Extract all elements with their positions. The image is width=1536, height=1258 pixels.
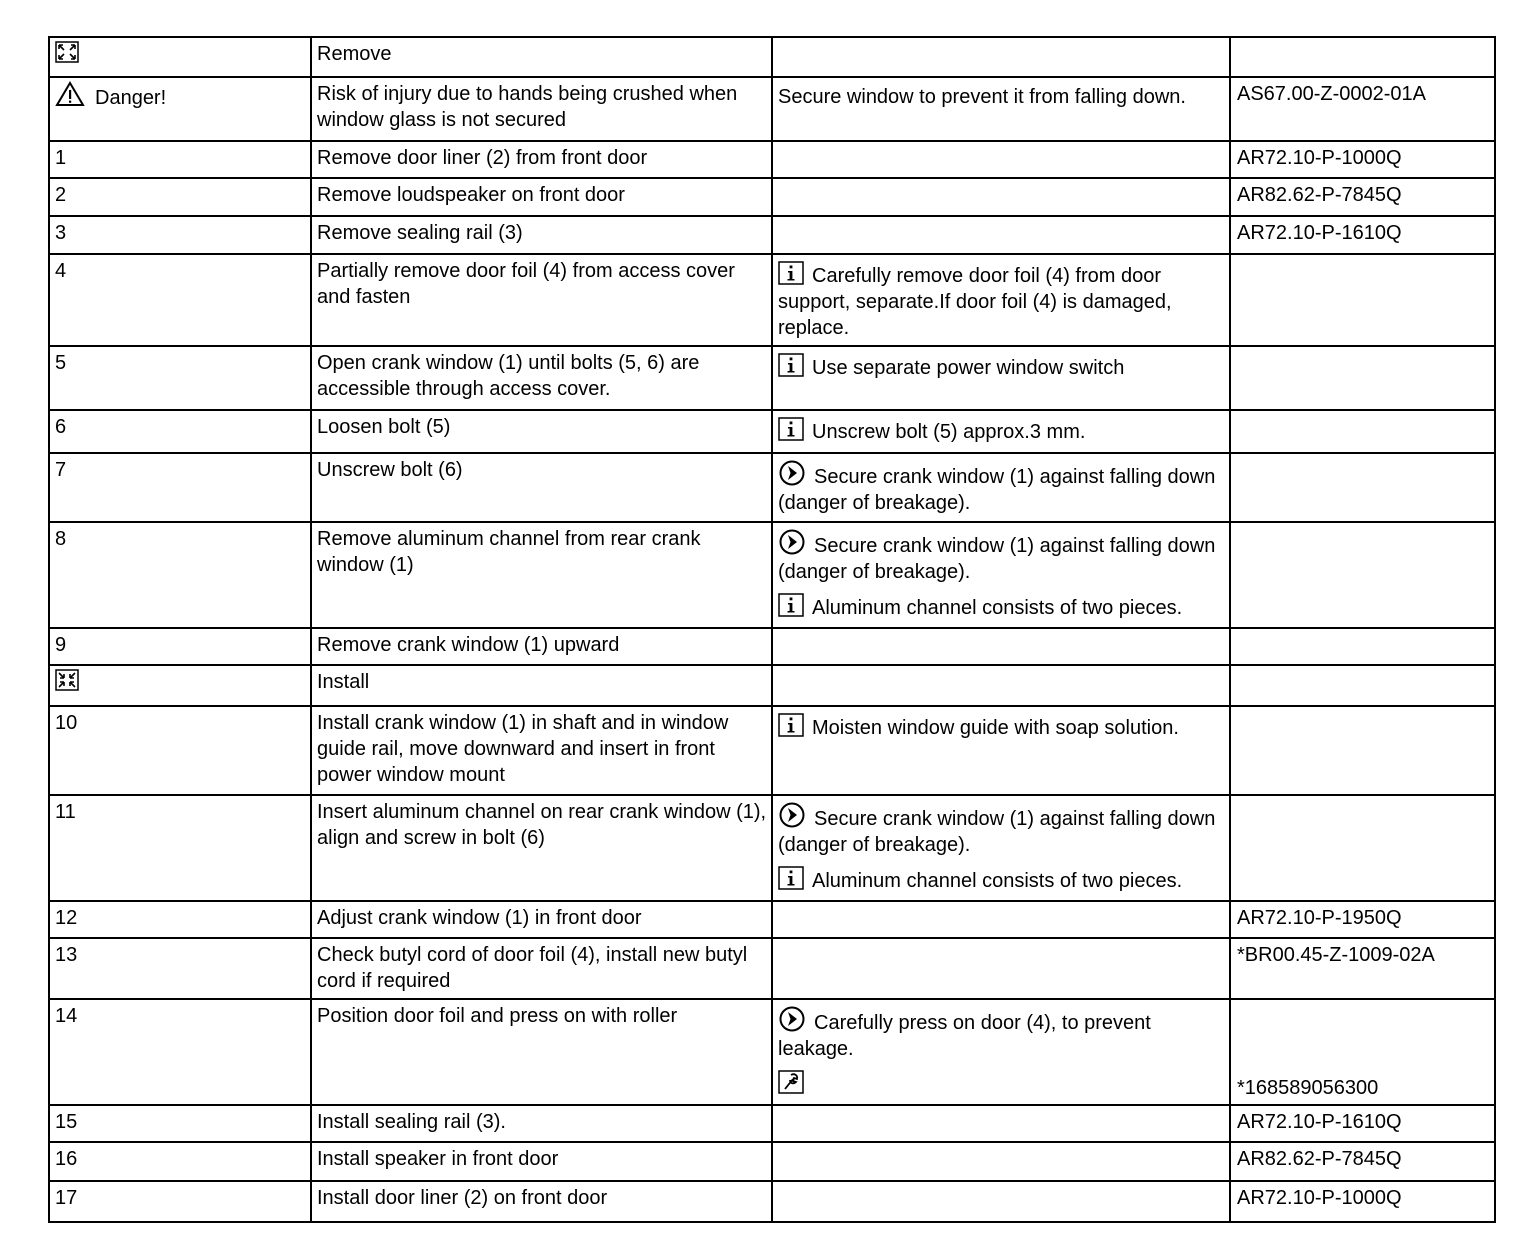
info-icon bbox=[778, 353, 804, 377]
action-cell bbox=[311, 37, 772, 77]
table-row bbox=[49, 77, 1495, 141]
step-number: 6 bbox=[55, 416, 67, 438]
action-cell bbox=[311, 346, 772, 410]
step-number: 11 bbox=[55, 801, 76, 823]
table-row bbox=[49, 410, 1495, 453]
note bbox=[778, 353, 1225, 381]
info-icon bbox=[778, 713, 804, 737]
note bbox=[778, 417, 1225, 445]
step-cell bbox=[49, 178, 311, 216]
action-text: Remove door liner (2) from front door bbox=[317, 147, 648, 169]
action-cell bbox=[311, 77, 772, 141]
table-row bbox=[49, 1142, 1495, 1181]
step-cell bbox=[49, 453, 311, 522]
table-row bbox=[49, 254, 1495, 346]
note bbox=[778, 1006, 1225, 1062]
action-cell bbox=[311, 999, 772, 1105]
step-number: 2 bbox=[55, 184, 67, 206]
action-cell bbox=[311, 1142, 772, 1181]
note bbox=[778, 261, 1225, 341]
note-text: Secure crank window (1) against falling down (danger of breakage). bbox=[778, 808, 1216, 856]
reference-code: AR82.62-P-7845Q bbox=[1237, 184, 1402, 206]
action-cell bbox=[311, 795, 772, 901]
reference-cell bbox=[1230, 901, 1495, 938]
note-text: Use separate power window switch bbox=[812, 357, 1125, 379]
reference-cell bbox=[1230, 1142, 1495, 1181]
notes-cell bbox=[772, 999, 1230, 1105]
info-icon bbox=[778, 593, 804, 617]
action-text: Remove crank window (1) upward bbox=[317, 634, 620, 656]
reference-cell bbox=[1230, 795, 1495, 901]
action-cell bbox=[311, 178, 772, 216]
reference-cell bbox=[1230, 216, 1495, 254]
reference-code: AR82.62-P-7845Q bbox=[1237, 1148, 1402, 1170]
reference-cell bbox=[1230, 522, 1495, 628]
install-icon bbox=[55, 669, 79, 691]
table-row bbox=[49, 141, 1495, 178]
reference-code: *168589056300 bbox=[1237, 1077, 1379, 1099]
action-text: Remove loudspeaker on front door bbox=[317, 184, 625, 206]
note bbox=[778, 802, 1225, 858]
note-text: Carefully remove door foil (4) from door support, separate.If door foil (4) is damaged, replace. bbox=[778, 265, 1172, 339]
reference-code: AR72.10-P-1000Q bbox=[1237, 1187, 1402, 1209]
action-cell bbox=[311, 706, 772, 795]
table-row bbox=[49, 346, 1495, 410]
step-number: 5 bbox=[55, 352, 67, 374]
step-number: 7 bbox=[55, 459, 67, 481]
step-number: 9 bbox=[55, 634, 67, 656]
reference-cell bbox=[1230, 999, 1495, 1105]
step-number: 3 bbox=[55, 222, 67, 244]
note-text: Secure window to prevent it from falling down. bbox=[778, 86, 1186, 108]
step-cell bbox=[49, 77, 311, 141]
caution-arrow-icon bbox=[778, 802, 806, 828]
notes-cell bbox=[772, 453, 1230, 522]
action-text: Install crank window (1) in shaft and in window guide rail, move downward and insert in front power window mount bbox=[317, 712, 729, 786]
notes-cell bbox=[772, 706, 1230, 795]
table-row bbox=[49, 1105, 1495, 1142]
note bbox=[778, 84, 1225, 110]
notes-cell bbox=[772, 216, 1230, 254]
action-cell bbox=[311, 901, 772, 938]
remove-icon bbox=[55, 41, 79, 63]
notes-cell bbox=[772, 254, 1230, 346]
note bbox=[778, 460, 1225, 516]
note bbox=[778, 1070, 1225, 1098]
action-text: Install bbox=[317, 671, 370, 693]
step-number: 8 bbox=[55, 528, 67, 550]
action-cell bbox=[311, 665, 772, 706]
step-cell bbox=[49, 346, 311, 410]
notes-cell bbox=[772, 1105, 1230, 1142]
table-row bbox=[49, 216, 1495, 254]
reference-cell bbox=[1230, 1105, 1495, 1142]
notes-cell bbox=[772, 178, 1230, 216]
action-text: Open crank window (1) until bolts (5, 6) are accessible through access cover. bbox=[317, 352, 700, 400]
action-text: Unscrew bolt (6) bbox=[317, 459, 463, 481]
action-text: Adjust crank window (1) in front door bbox=[317, 907, 642, 929]
reference-cell bbox=[1230, 453, 1495, 522]
reference-code: AR72.10-P-1610Q bbox=[1237, 222, 1402, 244]
reference-cell bbox=[1230, 141, 1495, 178]
procedure-table-body bbox=[49, 37, 1495, 1222]
warning-triangle-icon bbox=[55, 81, 85, 107]
notes-cell bbox=[772, 938, 1230, 999]
table-row bbox=[49, 37, 1495, 77]
reference-cell bbox=[1230, 938, 1495, 999]
step-cell bbox=[49, 901, 311, 938]
caution-arrow-icon bbox=[778, 1006, 806, 1032]
note-text: Unscrew bolt (5) approx.3 mm. bbox=[812, 421, 1086, 443]
step-cell bbox=[49, 628, 311, 665]
note-text: Aluminum channel consists of two pieces. bbox=[812, 597, 1183, 619]
reference-cell bbox=[1230, 178, 1495, 216]
step-number: 13 bbox=[55, 944, 78, 966]
reference-code: AR72.10-P-1610Q bbox=[1237, 1111, 1402, 1133]
action-text: Remove sealing rail (3) bbox=[317, 222, 523, 244]
action-text: Install door liner (2) on front door bbox=[317, 1187, 608, 1209]
tool-icon bbox=[778, 1070, 804, 1094]
action-cell bbox=[311, 216, 772, 254]
table-row bbox=[49, 795, 1495, 901]
step-cell bbox=[49, 1142, 311, 1181]
notes-cell bbox=[772, 795, 1230, 901]
reference-cell bbox=[1230, 706, 1495, 795]
step-cell bbox=[49, 141, 311, 178]
reference-cell bbox=[1230, 665, 1495, 706]
action-text: Install speaker in front door bbox=[317, 1148, 559, 1170]
reference-cell bbox=[1230, 37, 1495, 77]
reference-cell bbox=[1230, 1181, 1495, 1222]
notes-cell bbox=[772, 665, 1230, 706]
step-cell bbox=[49, 522, 311, 628]
reference-cell bbox=[1230, 410, 1495, 453]
info-icon bbox=[778, 261, 804, 285]
note-text: Secure crank window (1) against falling down (danger of breakage). bbox=[778, 466, 1216, 514]
note bbox=[778, 529, 1225, 585]
action-cell bbox=[311, 410, 772, 453]
step-number: 16 bbox=[55, 1148, 78, 1170]
reference-cell bbox=[1230, 77, 1495, 141]
step-cell bbox=[49, 706, 311, 795]
action-cell bbox=[311, 453, 772, 522]
table-row bbox=[49, 999, 1495, 1105]
step-cell bbox=[49, 216, 311, 254]
action-cell bbox=[311, 1181, 772, 1222]
action-cell bbox=[311, 1105, 772, 1142]
table-row bbox=[49, 665, 1495, 706]
notes-cell bbox=[772, 1181, 1230, 1222]
note-text: Carefully press on door (4), to prevent leakage. bbox=[778, 1012, 1151, 1060]
note-text: Secure crank window (1) against falling down (danger of breakage). bbox=[778, 535, 1216, 583]
table-row bbox=[49, 901, 1495, 938]
step-cell bbox=[49, 410, 311, 453]
action-text: Check butyl cord of door foil (4), install new butyl cord if required bbox=[317, 944, 748, 992]
procedure-table bbox=[48, 36, 1496, 1223]
reference-code: AR72.10-P-1000Q bbox=[1237, 147, 1402, 169]
reference-code: *BR00.45-Z-1009-02A bbox=[1237, 944, 1435, 966]
step-number: 12 bbox=[55, 907, 78, 929]
caution-arrow-icon bbox=[778, 460, 806, 486]
step-number: 4 bbox=[55, 260, 67, 282]
action-text: Remove bbox=[317, 43, 392, 65]
step-cell bbox=[49, 999, 311, 1105]
action-cell bbox=[311, 938, 772, 999]
table-row bbox=[49, 178, 1495, 216]
notes-cell bbox=[772, 1142, 1230, 1181]
note-text: Moisten window guide with soap solution. bbox=[812, 717, 1179, 739]
action-cell bbox=[311, 254, 772, 346]
action-text: Insert aluminum channel on rear crank window (1), align and screw in bolt (6) bbox=[317, 801, 767, 849]
notes-cell bbox=[772, 522, 1230, 628]
step-number: 14 bbox=[55, 1005, 78, 1027]
step-cell bbox=[49, 1105, 311, 1142]
step-number: 17 bbox=[55, 1187, 78, 1209]
note bbox=[778, 713, 1225, 741]
step-number: 15 bbox=[55, 1111, 78, 1133]
action-text: Position door foil and press on with roller bbox=[317, 1005, 678, 1027]
table-row bbox=[49, 453, 1495, 522]
note-text: Aluminum channel consists of two pieces. bbox=[812, 870, 1183, 892]
table-row bbox=[49, 522, 1495, 628]
notes-cell bbox=[772, 410, 1230, 453]
table-row bbox=[49, 1181, 1495, 1222]
action-cell bbox=[311, 141, 772, 178]
reference-code: AR72.10-P-1950Q bbox=[1237, 907, 1402, 929]
caution-arrow-icon bbox=[778, 529, 806, 555]
reference-cell bbox=[1230, 254, 1495, 346]
reference-cell bbox=[1230, 628, 1495, 665]
action-text: Install sealing rail (3). bbox=[317, 1111, 506, 1133]
step-cell bbox=[49, 665, 311, 706]
info-icon bbox=[778, 417, 804, 441]
info-icon bbox=[778, 866, 804, 890]
note bbox=[778, 593, 1225, 621]
step-number: 1 bbox=[55, 147, 67, 169]
notes-cell bbox=[772, 141, 1230, 178]
step-cell bbox=[49, 37, 311, 77]
step-number: 10 bbox=[55, 712, 78, 734]
notes-cell bbox=[772, 77, 1230, 141]
notes-cell bbox=[772, 901, 1230, 938]
action-text: Partially remove door foil (4) from access cover and fasten bbox=[317, 260, 735, 308]
table-row bbox=[49, 628, 1495, 665]
danger-label: Danger! bbox=[95, 87, 167, 109]
reference-cell bbox=[1230, 346, 1495, 410]
step-cell bbox=[49, 254, 311, 346]
action-text: Loosen bolt (5) bbox=[317, 416, 451, 438]
table-row bbox=[49, 938, 1495, 999]
step-cell bbox=[49, 1181, 311, 1222]
reference-code: AS67.00-Z-0002-01A bbox=[1237, 83, 1427, 105]
note bbox=[778, 866, 1225, 894]
notes-cell bbox=[772, 346, 1230, 410]
action-text: Risk of injury due to hands being crushed when window glass is not secured bbox=[317, 83, 738, 131]
notes-cell bbox=[772, 37, 1230, 77]
action-cell bbox=[311, 628, 772, 665]
action-text: Remove aluminum channel from rear crank window (1) bbox=[317, 528, 701, 576]
step-cell bbox=[49, 938, 311, 999]
step-cell bbox=[49, 795, 311, 901]
table-row bbox=[49, 706, 1495, 795]
action-cell bbox=[311, 522, 772, 628]
notes-cell bbox=[772, 628, 1230, 665]
